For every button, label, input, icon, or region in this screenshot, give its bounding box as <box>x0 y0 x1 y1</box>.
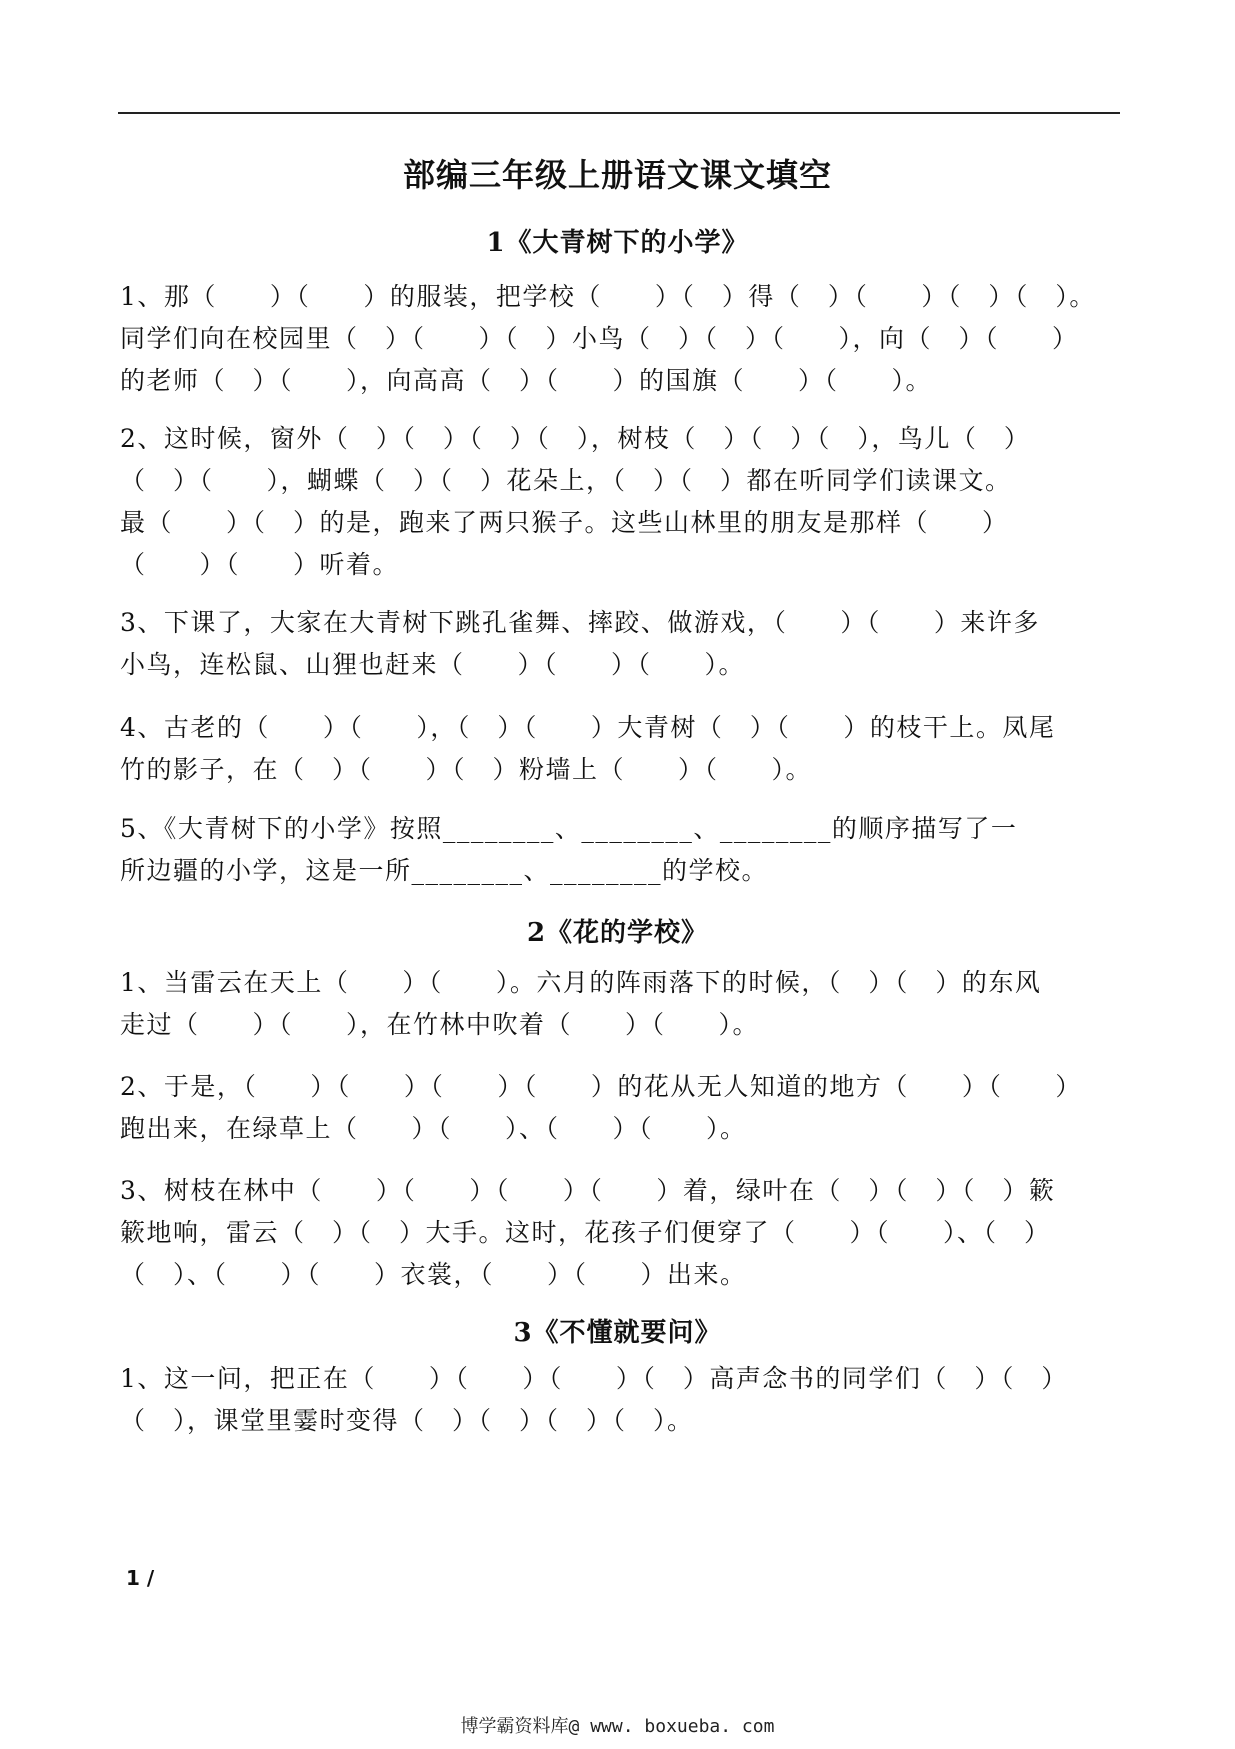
question-1-2: 2、这时候，窗外（ ）（ ）（ ）（ ），树枝（ ）（ ）（ ），鸟儿（ ） （ ）（ ），蝴蝶（ ）（ ）花朵上，（ ）（ ）都在听同学们读课文。 最（ ）（ ）的是，跑来了两只猴子。这些山林里的朋友是那样（ ） （ ）（ ）听着。 <box>120 424 1031 579</box>
question-2-3: 3、树枝在林中（ ）（ ）（ ）（ ）着，绿叶在（ ）（ ）（ ）簌 簌地响，雷云（ ）（ ）大手。这时，花孩子们便穿了（ ）（ ）、（ ） （ ）、（ ）（ ）衣裳，（ ）（ ）出来。 <box>120 1176 1056 1289</box>
question-1-4: 4、古老的（ ）（ ），（ ）（ ）大青树（ ）（ ）的枝干上。凤尾 竹的影子，在（ ）（ ）（ ）粉墙上（ ）（ ）。 <box>120 713 1056 784</box>
question-2-2: 2、于是，（ ）（ ）（ ）（ ）的花从无人知道的地方（ ）（ ） 跑出来，在绿草上（ ）（ ）、（ ）（ ）。 <box>120 1072 1082 1143</box>
section-title-2: 2《花的学校》 <box>526 918 709 948</box>
question-2-1: 1、当雷云在天上（ ）（ ）。六月的阵雨落下的时候，（ ）（ ）的东风 走过（ ）（ ），在竹林中吹着（ ）（ ）。 <box>120 968 1042 1039</box>
footer-watermark: 博学霸资料库@ www. boxueba. com <box>460 1716 775 1737</box>
section-title-3: 3《不懂就要问》 <box>513 1318 722 1348</box>
question-1-3: 3、下课了，大家在大青树下跳孔雀舞、摔跤、做游戏，（ ）（ ）来许多 小鸟，连松鼠、山狸也赶来（ ）（ ）（ ）。 <box>120 608 1040 679</box>
document-title: 部编三年级上册语文课文填空 <box>402 156 832 194</box>
section-title-1: 1《大青树下的小学》 <box>486 228 749 258</box>
question-1-5: 5、《大青树下的小学》按照________、________、________的顺序描写了一 所边疆的小学，这是一所________、________的学校。 <box>120 814 1018 885</box>
question-1-1: 1、那（ ）（ ）的服装，把学校（ ）（ ）得（ ）（ ）（ ）（ ）。 同学们向在校园里（ ）（ ）（ ）小鸟（ ）（ ）（ ），向（ ）（ ） 的老师（ ）（ ），向高高（ ）（ ）的国旗（ ）（ ）。 <box>120 282 1096 395</box>
page-number: 1 / <box>126 1566 155 1590</box>
question-3-1: 1、这一问，把正在（ ）（ ）（ ）（ ）高声念书的同学们（ ）（ ） （ ），课堂里霎时变得（ ）（ ）（ ）（ ）。 <box>120 1364 1068 1435</box>
header-rule <box>118 112 1120 114</box>
